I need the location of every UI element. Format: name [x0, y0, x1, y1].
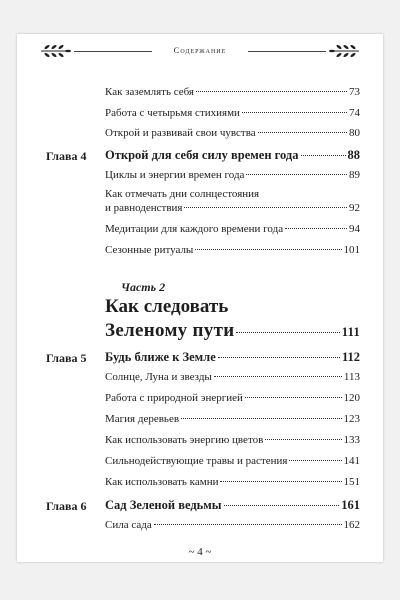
toc-entry[interactable] — [105, 476, 360, 488]
chapter-label: Глава 5 — [46, 351, 87, 365]
leader-dots — [195, 249, 341, 250]
leader-dots — [301, 155, 346, 156]
entry-page: 120 — [343, 392, 360, 404]
leader-dots — [236, 332, 339, 333]
entry-page: 112 — [341, 350, 360, 364]
leader-dots — [218, 357, 340, 358]
entry-page: 141 — [343, 455, 360, 467]
leader-dots — [181, 418, 341, 419]
leader-dots — [196, 91, 347, 92]
entry-title: Работа с четырьмя стихиями — [105, 107, 240, 119]
entry-page: 94 — [349, 223, 360, 235]
leader-dots — [184, 207, 347, 208]
leaf-ornament-icon — [327, 42, 361, 60]
leader-dots — [214, 376, 342, 377]
page-number: ~ 4 ~ — [188, 546, 212, 558]
leader-dots — [220, 481, 341, 482]
entry-title: Как использовать камни — [105, 476, 219, 488]
entry-page: 151 — [343, 476, 360, 488]
toc-entry[interactable] — [105, 413, 360, 425]
toc-entry[interactable] — [105, 519, 360, 531]
leader-dots — [154, 524, 342, 525]
entry-page: 74 — [349, 107, 360, 119]
toc-entry[interactable] — [105, 244, 360, 256]
toc-entry[interactable] — [105, 371, 360, 383]
leader-dots — [258, 132, 347, 133]
chapter-entry[interactable] — [105, 148, 360, 163]
entry-title: Солнце, Луна и звезды — [105, 371, 212, 383]
toc-entry[interactable] — [105, 202, 360, 214]
leader-dots — [245, 397, 342, 398]
toc-entry[interactable] — [105, 107, 360, 119]
entry-title: Сезонные ритуалы — [105, 244, 194, 256]
toc-entry[interactable] — [105, 455, 360, 467]
entry-title: Открой и развивай свои чувства — [105, 127, 256, 139]
entry-title: Как отмечать дни солнцестояния — [105, 188, 260, 200]
leader-dots — [246, 174, 347, 175]
entry-title: Медитации для каждого времени года — [105, 223, 284, 235]
leader-dots — [265, 439, 341, 440]
leader-dots — [224, 505, 340, 506]
entry-title: Сад Зеленой ведьмы — [105, 498, 222, 512]
running-header — [17, 40, 383, 60]
toc-entry[interactable] — [105, 127, 360, 139]
toc-entry-line[interactable] — [105, 188, 360, 200]
entry-title: Работа с природной энергией — [105, 392, 243, 404]
chapter-label: Глава 6 — [46, 499, 87, 513]
toc-entry[interactable] — [105, 223, 360, 235]
leader-dots — [289, 460, 341, 461]
entry-title: Как заземлять себя — [105, 86, 194, 98]
header-rule-right — [248, 51, 326, 52]
entry-title: Как использовать энергию цветов — [105, 434, 264, 446]
part-label: Часть 2 — [121, 280, 166, 294]
running-title: Содержание — [173, 45, 227, 55]
entry-page: 161 — [341, 498, 360, 512]
entry-page: 133 — [343, 434, 360, 446]
entry-page: 88 — [347, 148, 360, 162]
leader-dots — [285, 228, 347, 229]
toc-entry[interactable] — [105, 86, 360, 98]
entry-title: Сильнодействующие травы и растения — [105, 455, 288, 467]
chapter-entry[interactable] — [105, 498, 360, 513]
entry-title: и равноденствия — [105, 202, 183, 214]
part-title-line2: Зеленому пути — [105, 320, 235, 341]
entry-page: 73 — [349, 86, 360, 98]
entry-page: 162 — [343, 519, 360, 531]
entry-page: 123 — [343, 413, 360, 425]
part-entry[interactable] — [105, 320, 360, 342]
leader-dots — [242, 112, 347, 113]
toc-entry[interactable] — [105, 169, 360, 181]
toc-entry[interactable] — [105, 392, 360, 404]
entry-title: Магия деревьев — [105, 413, 180, 425]
entry-page: 111 — [341, 325, 360, 339]
entry-page: 101 — [343, 244, 360, 256]
entry-title: Будь ближе к Земле — [105, 350, 216, 364]
entry-title: Сила сада — [105, 519, 152, 531]
toc-entry[interactable] — [105, 434, 360, 446]
toc-page — [17, 34, 383, 562]
chapter-entry[interactable] — [105, 350, 360, 365]
entry-page: 113 — [343, 371, 360, 383]
chapter-label: Глава 4 — [46, 149, 87, 163]
entry-page: 92 — [349, 202, 360, 214]
part-title-line1: Как следовать — [105, 296, 229, 317]
entry-title: Циклы и энергии времен года — [105, 169, 245, 181]
entry-page: 80 — [349, 127, 360, 139]
entry-page: 89 — [349, 169, 360, 181]
entry-title: Открой для себя силу времен года — [105, 148, 299, 162]
